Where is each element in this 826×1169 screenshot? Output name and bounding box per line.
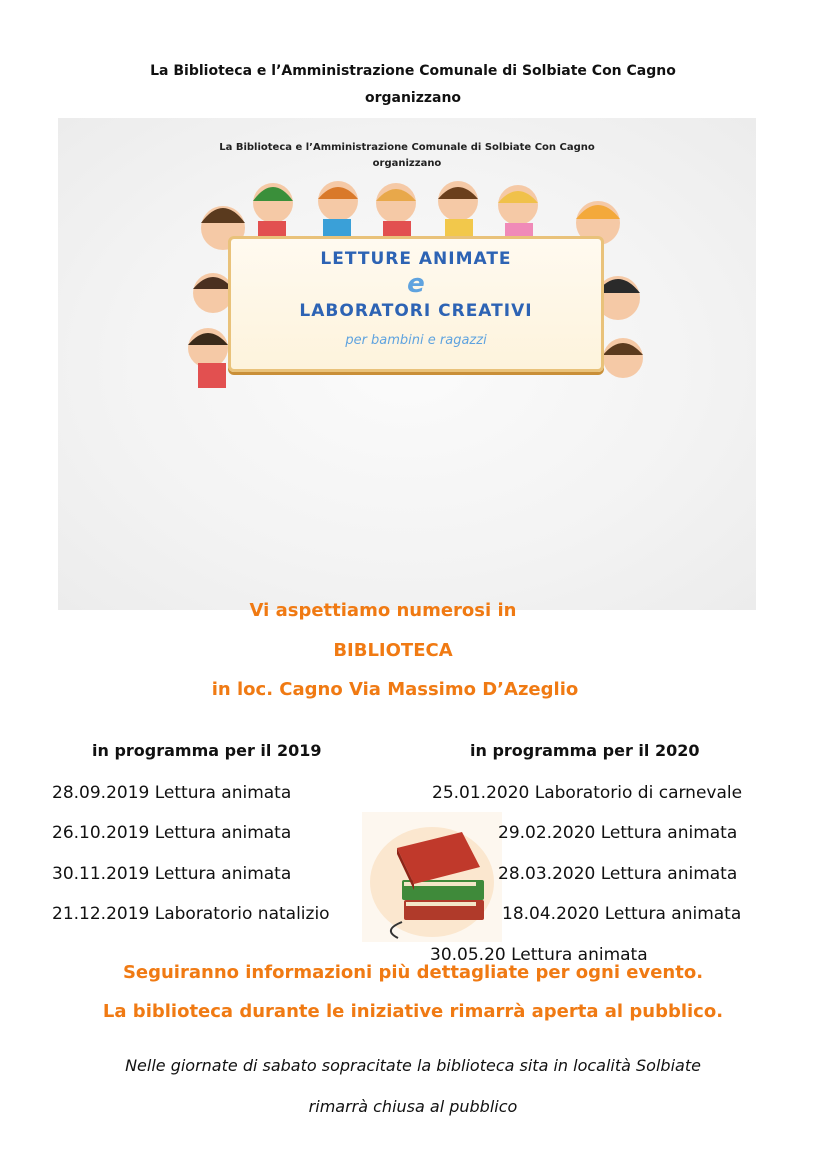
program-2020-item: 28.03.2020 Lettura animata: [498, 864, 738, 884]
banner-line2: e: [407, 269, 425, 299]
poster-header-line2: organizzano: [372, 158, 442, 169]
poster-image: [58, 118, 756, 610]
info-line1: Seguiranno informazioni più dettagliate per ogni evento.: [122, 962, 704, 983]
program-2020-title: in programma per il 2020: [470, 741, 700, 760]
poster-header-line1: La Biblioteca e l’Amministrazione Comunale di Solbiate Con Cagno: [219, 142, 595, 153]
program-2019-item: 26.10.2019 Lettura animata: [52, 823, 292, 843]
info-line2: La biblioteca durante le iniziative rimarrà aperta al pubblico.: [102, 1001, 724, 1022]
program-2020-item: 30.05.20 Lettura animata: [430, 945, 648, 965]
program-2020-item: 29.02.2020 Lettura animata: [498, 823, 738, 843]
banner-line1: LETTURE ANIMATE: [320, 249, 512, 269]
program-2019-title: in programma per il 2019: [92, 741, 322, 760]
header-subtitle: organizzano: [364, 90, 462, 106]
program-2019-item: 30.11.2019 Lettura animata: [52, 864, 292, 884]
closure-note-line2: rimarrà chiusa al pubblico: [308, 1097, 518, 1116]
program-2020-item: 18.04.2020 Lettura animata: [502, 904, 742, 924]
program-2019-item: 28.09.2019 Lettura animata: [52, 783, 292, 803]
program-2020-item: 25.01.2020 Laboratorio di carnevale: [432, 783, 743, 803]
program-2019-item: 21.12.2019 Laboratorio natalizio: [52, 904, 330, 924]
header-title: La Biblioteca e l’Amministrazione Comunale di Solbiate Con Cagno: [150, 63, 676, 79]
closure-note-line1: Nelle giornate di sabato sopracitate la biblioteca sita in località Solbiate: [125, 1056, 701, 1075]
invite-line1: Vi aspettiamo numerosi in: [249, 600, 517, 621]
banner-line3: LABORATORI CREATIVI: [299, 301, 533, 321]
books-icon: [362, 812, 502, 942]
title-banner: [228, 236, 604, 372]
banner-line4: per bambini e ragazzi: [345, 333, 487, 348]
invite-line3: in loc. Cagno Via Massimo D’Azeglio: [211, 679, 579, 700]
invite-line2: BIBLIOTECA: [333, 640, 453, 661]
